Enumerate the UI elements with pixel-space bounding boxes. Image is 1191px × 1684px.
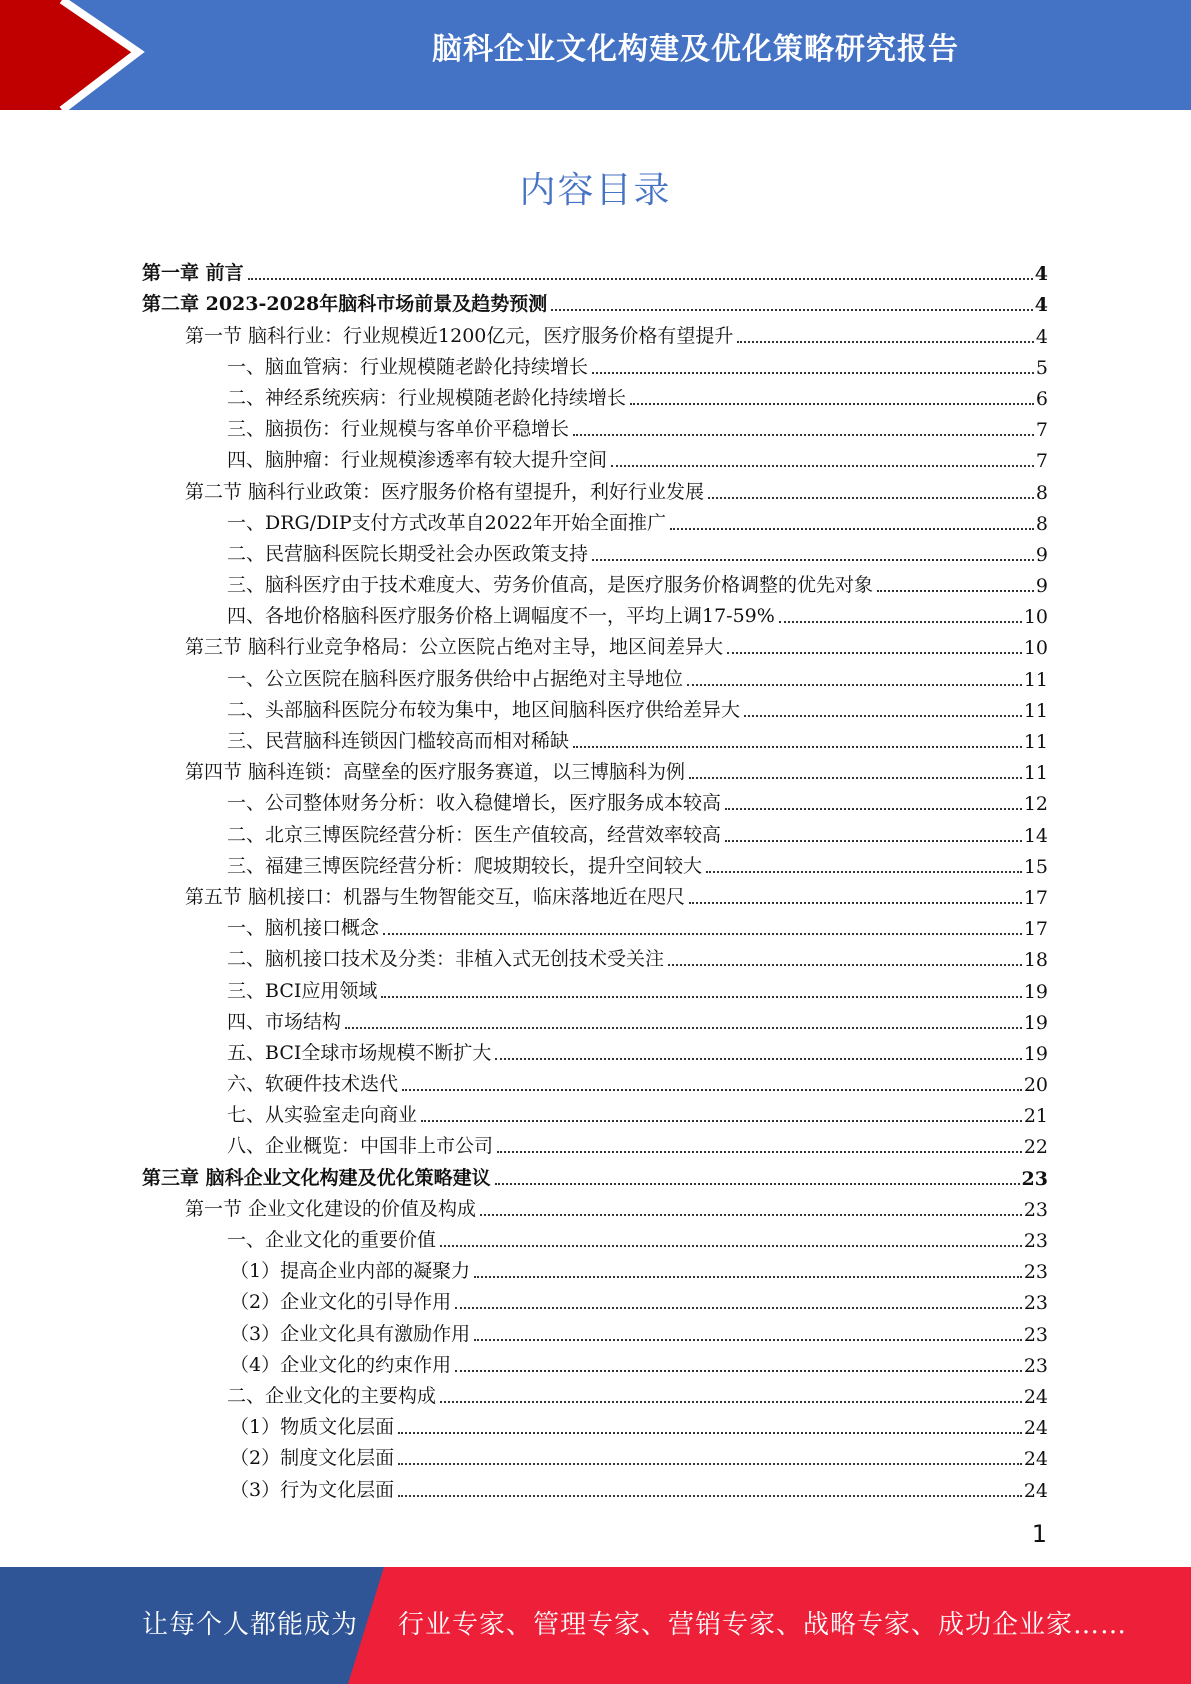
toc-entry-title: 一、脑血管病：行业规模随老龄化持续增长 (227, 355, 589, 378)
toc-entry[interactable] (142, 753, 1048, 784)
toc-entry[interactable] (142, 1314, 1048, 1345)
toc-entry-page: 5 (1035, 356, 1048, 379)
toc-dot-leader (725, 808, 1022, 810)
toc-entry-title: （2）企业文化的引导作用 (230, 1291, 452, 1314)
toc-entry-title: 六、软硬件技术迭代 (227, 1073, 399, 1096)
toc-dot-leader (708, 497, 1034, 499)
toc-entry-page: 23 (1023, 1292, 1048, 1315)
toc-entry-title: 第二节 脑科行业政策：医疗服务价格有望提升，利好行业发展 (185, 480, 705, 503)
toc-dot-leader (727, 652, 1022, 654)
toc-entry-title: 四、市场结构 (227, 1010, 342, 1033)
toc-entry-page: 17 (1023, 886, 1048, 909)
toc-entry[interactable] (142, 1158, 1048, 1189)
toc-entry-title: 第一节 企业文化建设的价值及构成 (185, 1197, 477, 1220)
toc-entry-title: （1）物质文化层面 (230, 1416, 395, 1439)
toc-entry[interactable] (142, 1127, 1048, 1158)
toc-dot-leader (687, 684, 1022, 686)
toc-entry[interactable] (142, 940, 1048, 971)
toc-entry-page: 4 (1034, 263, 1048, 286)
toc-dot-leader (592, 372, 1034, 374)
toc-entry-page: 10 (1023, 606, 1048, 629)
toc-dot-leader (345, 1027, 1022, 1029)
toc-entry-page: 23 (1023, 1323, 1048, 1346)
toc-entry-page: 9 (1035, 575, 1048, 598)
toc-entry[interactable] (142, 379, 1048, 410)
toc-entry-page: 24 (1023, 1448, 1048, 1471)
toc-entry[interactable] (142, 535, 1048, 566)
toc-entry-page: 8 (1035, 481, 1048, 504)
toc-entry-page: 22 (1023, 1136, 1048, 1159)
toc-dot-leader (592, 559, 1034, 561)
toc-entry[interactable] (142, 597, 1048, 628)
toc-entry-page: 23 (1023, 1354, 1048, 1377)
toc-entry-title: （2）制度文化层面 (230, 1447, 395, 1470)
toc-dot-leader (611, 465, 1034, 467)
toc-entry-page: 21 (1023, 1105, 1048, 1128)
toc-dot-leader (877, 590, 1034, 592)
toc-entry-page: 19 (1023, 980, 1048, 1003)
toc-entry-title: 四、各地价格脑科医疗服务价格上调幅度不一，平均上调17-59% (227, 605, 775, 628)
toc-entry-page: 7 (1035, 419, 1048, 442)
toc-entry-page: 23 (1023, 1261, 1048, 1284)
toc-entry[interactable] (142, 285, 1048, 316)
toc-entry-page: 24 (1023, 1385, 1048, 1408)
toc-entry-title: 一、企业文化的重要价值 (227, 1229, 437, 1251)
toc-entry-title: 二、民营脑科医院长期受社会办医政策支持 (227, 542, 589, 565)
toc-entry-page: 23 (1023, 1230, 1048, 1252)
toc-entry[interactable] (142, 410, 1048, 441)
toc-entry-page: 14 (1023, 824, 1048, 847)
toc-entry-title: 一、DRG/DIP支付方式改革自2022年开始全面推广 (227, 511, 666, 534)
toc-entry-page: 17 (1023, 918, 1048, 941)
toc-entry-title: 一、公司整体财务分析：收入稳健增长，医疗服务成本较高 (227, 792, 722, 815)
toc-entry-page: 11 (1023, 731, 1048, 753)
toc-entry-title: 八、企业概览：中国非上市公司 (227, 1135, 494, 1158)
toc-entry-title: 二、北京三博医院经营分析：医生产值较高，经营效率较高 (227, 823, 722, 846)
toc-entry-page: 9 (1035, 543, 1048, 566)
toc-entry-title: 二、企业文化的主要构成 (227, 1384, 437, 1407)
toc-entry-title: 三、BCI应用领域 (227, 979, 378, 1002)
toc-dot-leader (398, 1432, 1022, 1434)
toc-entry-title: 二、脑机接口技术及分类：非植入式无创技术受关注 (227, 948, 665, 971)
toc-entry[interactable] (142, 348, 1048, 379)
toc-entry-page: 11 (1023, 668, 1048, 691)
toc-entry-page: 19 (1023, 1011, 1048, 1034)
toc-dot-leader (402, 1089, 1022, 1091)
toc-entry[interactable] (142, 784, 1048, 815)
toc-dot-leader (497, 1151, 1022, 1153)
toc-entry[interactable] (142, 971, 1048, 1002)
toc-entry[interactable] (142, 566, 1048, 597)
toc-dot-leader (689, 902, 1022, 904)
toc-entry-title: （3）企业文化具有激励作用 (230, 1322, 471, 1345)
toc-entry[interactable] (142, 1408, 1048, 1439)
toc-dot-leader (421, 1120, 1022, 1122)
toc-entry-page: 18 (1023, 949, 1048, 972)
toc-entry[interactable] (142, 1283, 1048, 1314)
toc-entry-page: 7 (1035, 450, 1048, 473)
page-header (0, 0, 1191, 110)
toc-entry-title: 第五节 脑机接口：机器与生物智能交互，临床落地近在咫尺 (185, 885, 686, 908)
toc-entry-page: 23 (1023, 1198, 1048, 1221)
toc-entry-page: 24 (1023, 1417, 1048, 1440)
toc-entry-title: 三、脑损伤：行业规模与客单价平稳增长 (227, 418, 570, 441)
toc-entry-page: 15 (1023, 855, 1048, 878)
toc-entry[interactable] (142, 1470, 1048, 1501)
toc-dot-leader (737, 341, 1034, 343)
page-footer (0, 1567, 1191, 1684)
toc-entry[interactable] (142, 504, 1048, 535)
toc-entry[interactable] (142, 847, 1048, 878)
toc-dot-leader (779, 621, 1022, 623)
toc-entry-title: 第一节 脑科行业：行业规模近1200亿元，医疗服务价格有望提升 (185, 324, 734, 347)
toc-dot-leader (398, 1463, 1022, 1465)
toc-entry[interactable] (142, 691, 1048, 722)
toc-entry[interactable] (142, 316, 1048, 347)
toc-dot-leader (495, 1183, 1020, 1185)
toc-dot-leader (440, 1245, 1022, 1247)
toc-entry[interactable] (142, 1439, 1048, 1470)
page-number: 1 (1031, 1520, 1047, 1548)
toc-entry[interactable] (142, 878, 1048, 909)
toc-entry[interactable] (142, 472, 1048, 503)
toc-dot-leader (480, 1214, 1022, 1216)
toc-dot-leader (383, 933, 1022, 935)
toc-dot-leader (573, 746, 1022, 748)
toc-entry[interactable] (142, 1034, 1048, 1065)
header-chevron-graphic (0, 0, 200, 110)
toc-entry-page: 4 (1035, 325, 1048, 348)
toc-entry[interactable] (142, 254, 1048, 285)
toc-dot-leader (440, 1401, 1022, 1403)
toc-dot-leader (668, 964, 1022, 966)
toc-dot-leader (689, 777, 1022, 779)
toc-entry-title: 三、脑科医疗由于技术难度大、劳务价值高，是医疗服务价格调整的优先对象 (227, 574, 874, 597)
toc-entry-title: 第三节 脑科行业竞争格局：公立医院占绝对主导，地区间差异大 (185, 636, 724, 659)
toc-entry-title: （4）企业文化的约束作用 (230, 1353, 452, 1376)
footer-slogan-left: 让每个人都能成为 (142, 1610, 359, 1640)
toc-entry-title: 一、脑机接口概念 (227, 917, 380, 940)
toc-entry-page: 20 (1023, 1074, 1048, 1097)
toc-entry-title: 第四节 脑科连锁：高壁垒的医疗服务赛道，以三博脑科为例 (185, 761, 686, 784)
toc-entry[interactable] (142, 722, 1048, 753)
toc-entry-page: 10 (1023, 637, 1048, 660)
toc-entry-title: 七、从实验室走向商业 (227, 1104, 418, 1127)
toc-entry-title: 第一章 前言 (142, 262, 244, 285)
toc-entry-title: 五、BCI全球市场规模不断扩大 (227, 1041, 492, 1064)
toc-entry-title: 二、神经系统疾病：行业规模随老龄化持续增长 (227, 386, 627, 409)
toc-entry[interactable] (142, 1096, 1048, 1127)
toc-dot-leader (381, 996, 1021, 998)
toc-entry-page: 11 (1023, 762, 1048, 785)
toc-entry-title: 四、脑肿瘤：行业规模渗透率有较大提升空间 (227, 449, 608, 472)
header-red-chevron (0, 0, 138, 110)
toc-entry[interactable] (142, 1065, 1048, 1096)
header-title: 脑科企业文化构建及优化策略研究报告 (432, 32, 959, 67)
toc-entry[interactable] (142, 628, 1048, 659)
toc-entry-title: 第二章 2023-2028年脑科市场前景及趋势预测 (142, 293, 548, 316)
toc-dot-leader (706, 871, 1022, 873)
toc-entry[interactable] (142, 1190, 1048, 1221)
toc-entry[interactable] (142, 815, 1048, 846)
toc-entry-page: 4 (1034, 294, 1048, 317)
toc-entry[interactable] (142, 1346, 1048, 1377)
toc-dot-leader (725, 840, 1022, 842)
table-of-contents (142, 254, 1048, 1502)
toc-entry[interactable] (142, 1252, 1048, 1283)
toc-dot-leader (551, 309, 1033, 311)
toc-entry[interactable] (142, 1003, 1048, 1034)
toc-dot-leader (398, 1495, 1022, 1497)
toc-dot-leader (573, 434, 1034, 436)
toc-dot-leader (474, 1276, 1022, 1278)
toc-dot-leader (455, 1307, 1022, 1309)
toc-entry-title: （1）提高企业内部的凝聚力 (230, 1260, 471, 1283)
toc-entry-page: 24 (1023, 1479, 1048, 1502)
toc-dot-leader (495, 1058, 1021, 1060)
toc-heading: 内容目录 (519, 170, 672, 211)
toc-entry-page: 23 (1021, 1167, 1048, 1190)
toc-entry[interactable] (142, 1221, 1048, 1252)
toc-entry[interactable] (142, 909, 1048, 940)
toc-entry-page: 11 (1023, 699, 1048, 722)
toc-entry-page: 12 (1023, 793, 1048, 816)
toc-entry-page: 6 (1035, 387, 1048, 410)
toc-entry[interactable] (142, 659, 1048, 690)
toc-entry-title: 第三章 脑科企业文化构建及优化策略建议 (142, 1166, 491, 1189)
toc-entry-title: 一、公立医院在脑科医疗服务供给中占据绝对主导地位 (227, 667, 684, 690)
toc-dot-leader (630, 403, 1034, 405)
toc-dot-leader (248, 278, 1033, 280)
toc-entry[interactable] (142, 1377, 1048, 1408)
toc-dot-leader (474, 1339, 1022, 1341)
toc-dot-leader (744, 715, 1022, 717)
toc-entry[interactable] (142, 441, 1048, 472)
toc-entry-page: 8 (1035, 512, 1048, 535)
toc-entry-title: 三、福建三博医院经营分析：爬坡期较长，提升空间较大 (227, 854, 703, 877)
toc-dot-leader (455, 1370, 1022, 1372)
toc-entry-title: 二、头部脑科医院分布较为集中，地区间脑科医疗供给差异大 (227, 698, 741, 721)
footer-slogan-right: 行业专家、管理专家、营销专家、战略专家、成功企业家…… (398, 1610, 1128, 1640)
toc-entry-title: （3）行为文化层面 (230, 1478, 395, 1501)
toc-dot-leader (670, 528, 1034, 530)
toc-entry-title: 三、民营脑科连锁因门槛较高而相对稀缺 (227, 730, 570, 752)
toc-entry-page: 19 (1023, 1042, 1048, 1065)
